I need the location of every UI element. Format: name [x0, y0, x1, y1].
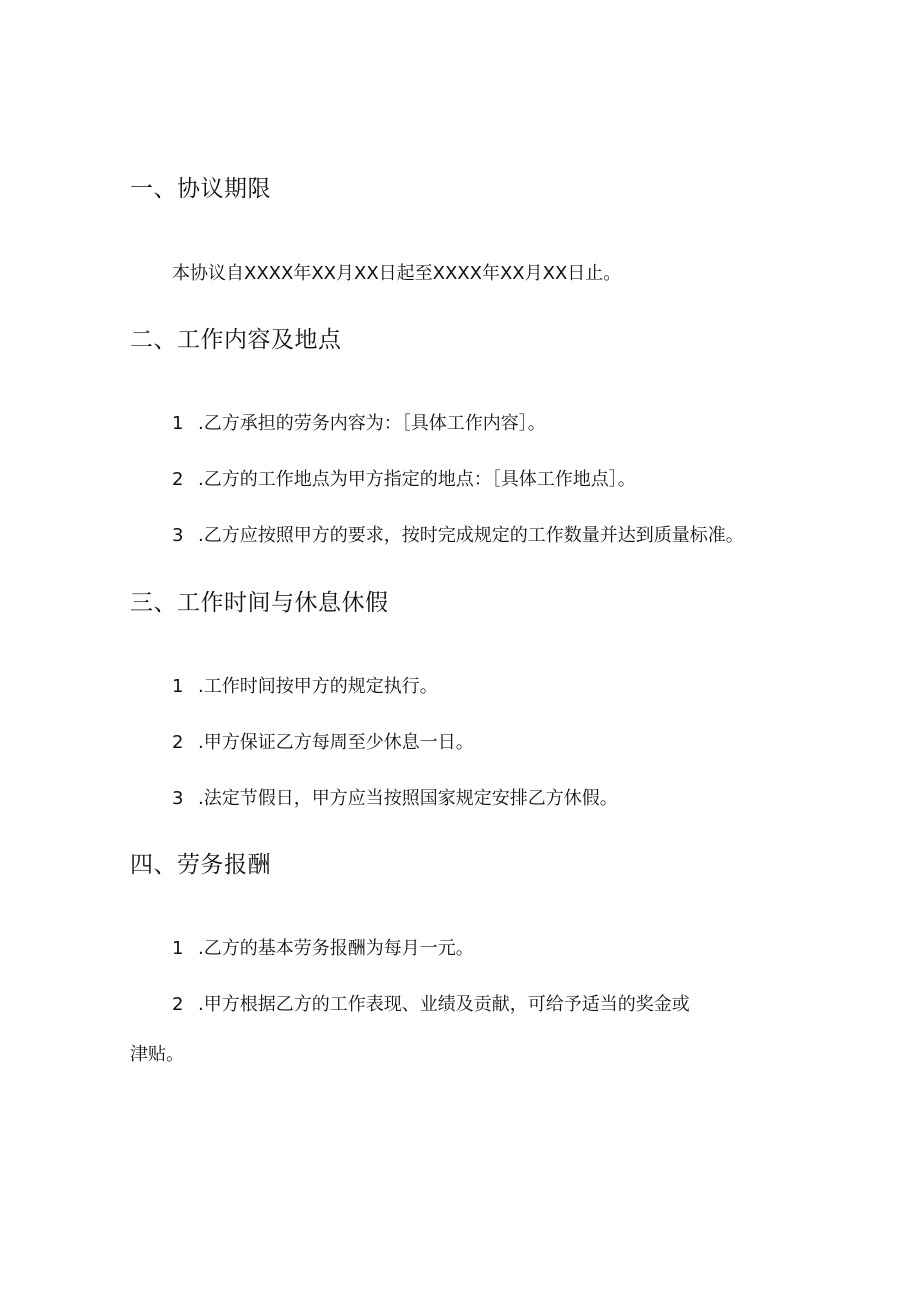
paragraph-remuneration-1 — [172, 936, 474, 962]
section-heading-work-content: 二、工作内容及地点 — [130, 327, 342, 353]
section-heading-work-time: 三、工作时间与休息休假 — [130, 590, 389, 616]
paragraph-work-content-1 — [172, 411, 546, 437]
paragraph-number: 1 — [172, 938, 184, 959]
paragraph-remuneration-2-continuation: 津贴。 — [130, 1044, 184, 1065]
paragraph-number: 2 — [172, 994, 184, 1015]
paragraph-text: .乙方的基本劳务报酬为每月一元。 — [198, 938, 474, 959]
paragraph-text: .乙方的工作地点为甲方指定的地点：［具体工作地点］。 — [198, 469, 636, 490]
paragraph-number: 1 — [172, 676, 184, 697]
paragraph-number: 2 — [172, 469, 184, 490]
paragraph-remuneration-2 — [172, 992, 690, 1018]
paragraph-number: 1 — [172, 413, 184, 434]
paragraph-number: 3 — [172, 788, 184, 809]
paragraph-text: .乙方应按照甲方的要求，按时完成规定的工作数量并达到质量标准。 — [198, 525, 744, 546]
paragraph-work-time-3 — [172, 786, 618, 812]
paragraph-work-time-2 — [172, 730, 474, 756]
section-heading-remuneration: 四、劳务报酬 — [130, 852, 271, 878]
section-heading-term: 一、协议期限 — [130, 176, 271, 202]
paragraph-work-content-3 — [172, 523, 744, 549]
paragraph-work-content-2 — [172, 467, 636, 493]
paragraph-text: .乙方承担的劳务内容为：［具体工作内容］。 — [198, 413, 546, 434]
paragraph-number: 3 — [172, 525, 184, 546]
paragraph-work-time-1 — [172, 674, 438, 700]
paragraph-text: .甲方保证乙方每周至少休息一日。 — [198, 732, 474, 753]
paragraph-text: .工作时间按甲方的规定执行。 — [198, 676, 438, 697]
paragraph-text: .法定节假日，甲方应当按照国家规定安排乙方休假。 — [198, 788, 618, 809]
paragraph-number: 2 — [172, 732, 184, 753]
paragraph-text: .甲方根据乙方的工作表现、业绩及贡献，可给予适当的奖金或 — [198, 994, 690, 1015]
paragraph-term — [172, 261, 621, 287]
paragraph-text: 本协议自XXXX年XX月XX日起至XXXX年XX月XX日止。 — [172, 263, 622, 284]
